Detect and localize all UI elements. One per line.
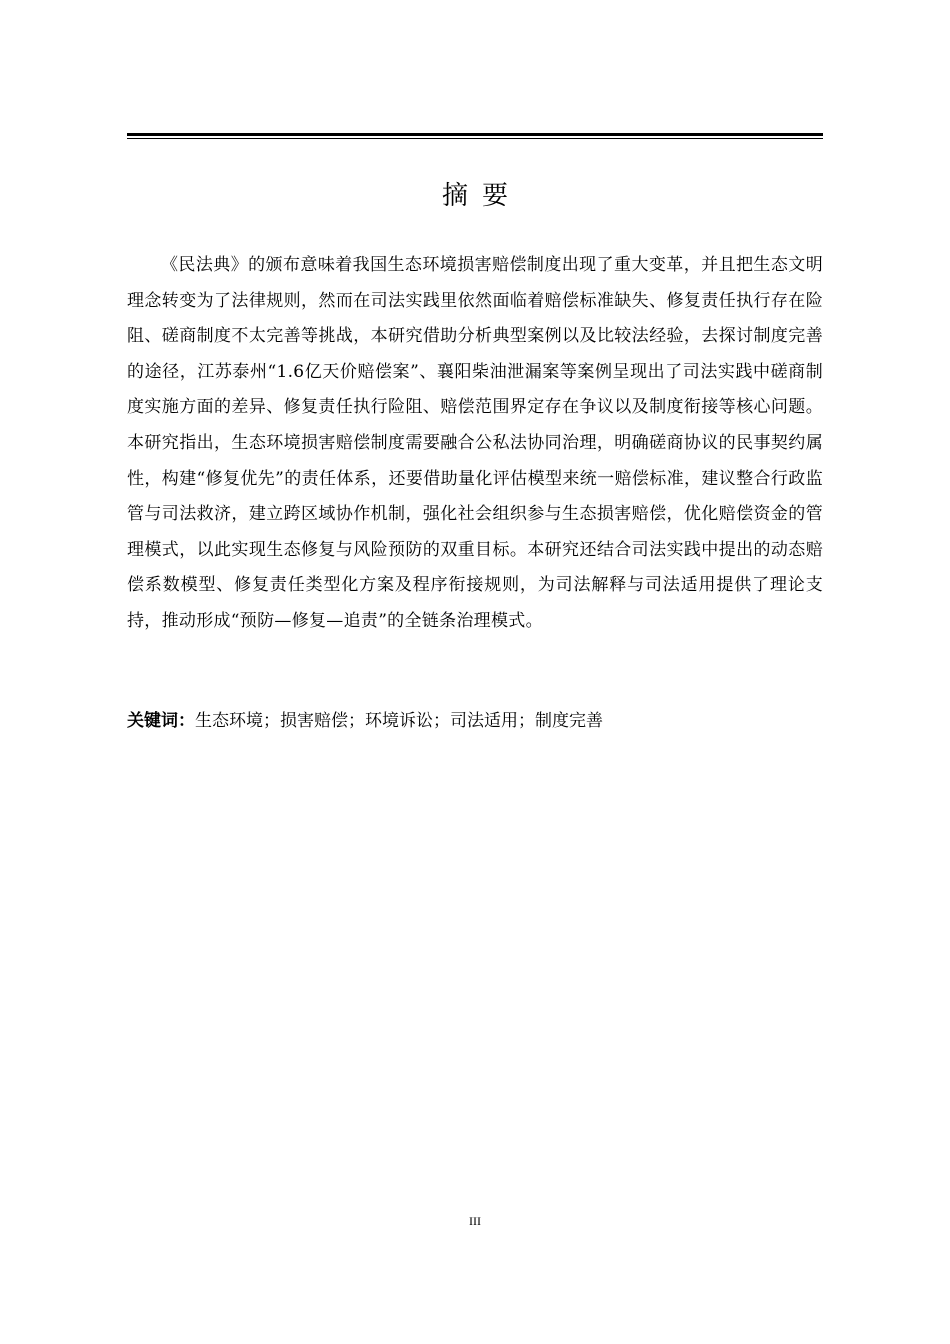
abstract-title: 摘要 bbox=[441, 181, 522, 211]
abstract-body: 《民法典》的颁布意味着我国生态环境损害赔偿制度出现了重大变革，并且把生态文明理念转变为了法律规则，然而在司法实践里依然面临着赔偿标准缺失、修复责任执行存在险阻、磋商制度不太完善等挑战，本研究借助分析典型案例以及比较法经验，去探讨制度完善的途径，江苏泰州“1.6亿天价赔偿案”、襄阳柴油泄漏案等案例呈现出了司法实践中磋商制度实施方面的差异、修复责任执行险阻、赔偿范围界定存在争议以及制度衔接等核心问题。本研究指出，生态环境损害赔偿制度需要融合公私法协同治理，明确磋商协议的民事契约属性，构建“修复优先”的责任体系，还要借助量化评估模型来统一赔偿标准，建议整合行政监管与司法救济，建立跨区域协作机制，强化社会组织参与生态损害赔偿，优化赔偿资金的管理模式，以此实现生态修复与风险预防的双重目标。本研究还结合司法实践中提出的动态赔偿系数模型、修复责任类型化方案及程序衔接规则，为司法解释与司法适用提供了理论支持，推动形成“预防—修复—追责”的全链条治理模式。 bbox=[127, 255, 823, 631]
keywords-line bbox=[127, 703, 823, 739]
header-rule-thick bbox=[127, 133, 823, 136]
keywords-label: 关键词： bbox=[127, 711, 195, 731]
header-rule-thin bbox=[127, 138, 823, 139]
keywords-text: 生态环境；损害赔偿；环境诉讼；司法适用；制度完善 bbox=[195, 711, 603, 731]
page-number: III bbox=[469, 1214, 481, 1228]
